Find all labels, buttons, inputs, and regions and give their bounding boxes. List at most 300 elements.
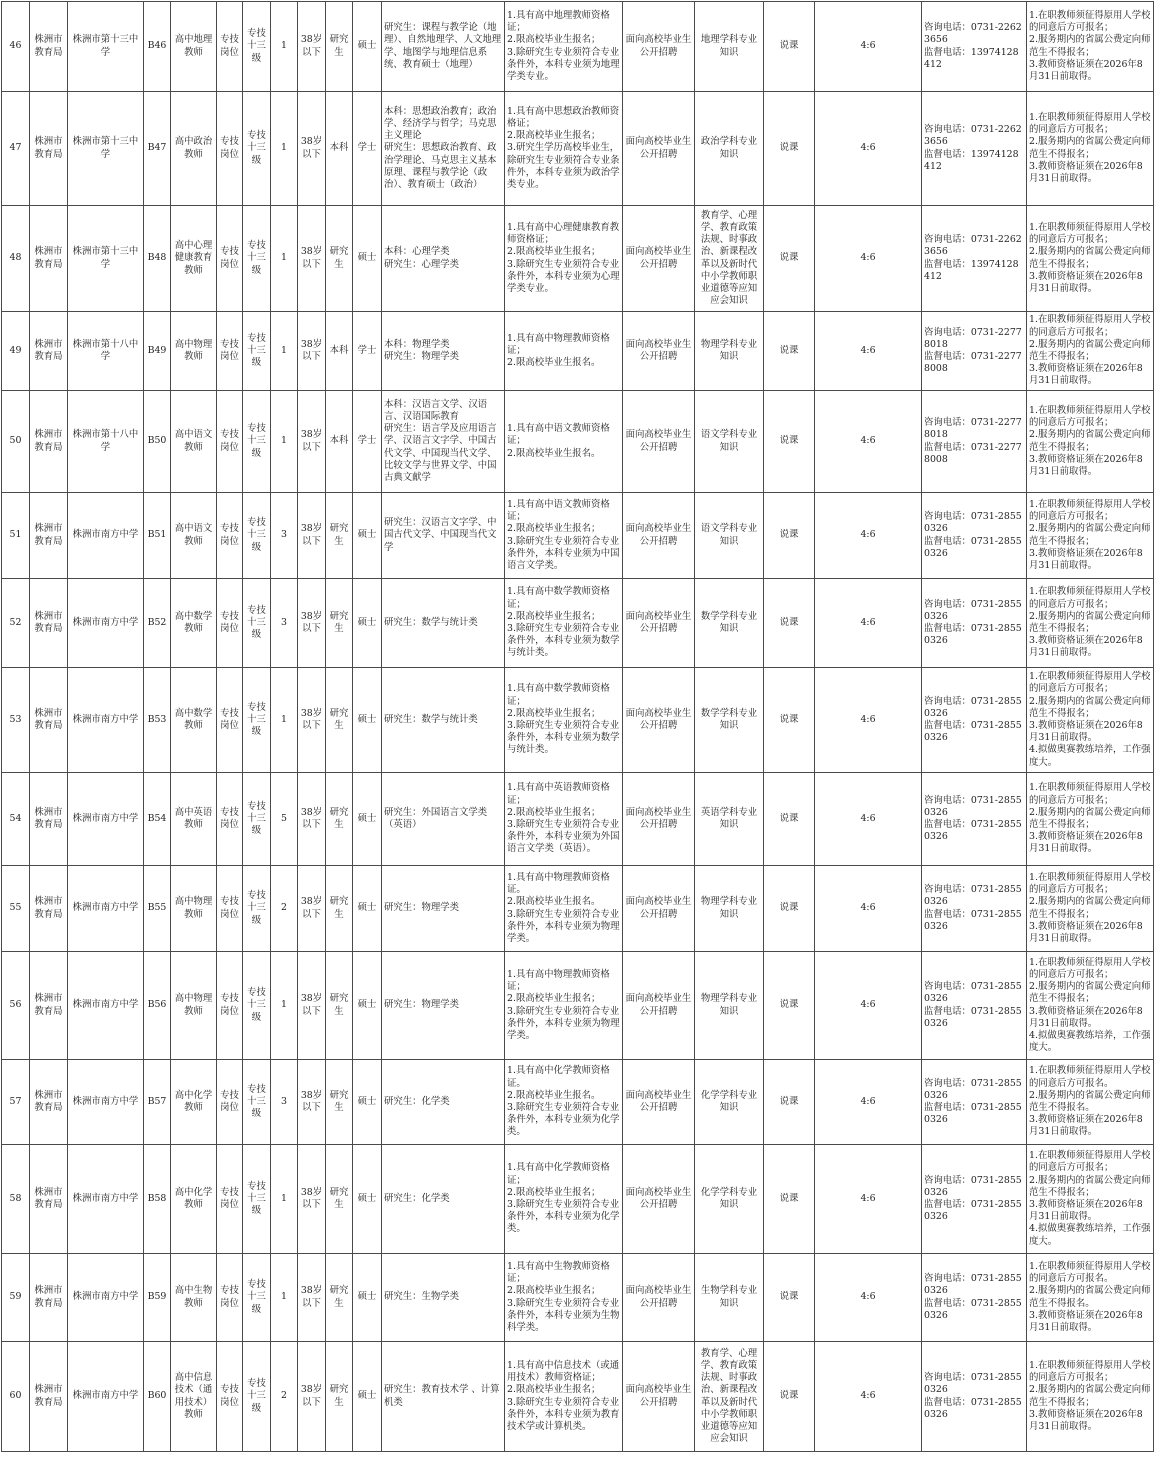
cell-level: 专技十三级	[243, 952, 271, 1060]
cell-post: 高中地理教师	[171, 2, 217, 92]
cell-contact: 咨询电话：0731-22778018 监督电话：0731-22778008	[922, 391, 1027, 493]
cell-code: B47	[144, 92, 171, 206]
cell-level: 专技十三级	[243, 391, 271, 493]
table-row	[2, 1145, 1154, 1254]
cell-dept: 株洲市教育局	[30, 1254, 68, 1342]
table-row	[2, 1342, 1154, 1452]
cell-no: 46	[2, 2, 30, 92]
cell-exam: 数学学科专业知识	[695, 579, 764, 668]
cell-education: 研究生	[326, 1060, 353, 1145]
cell-level: 专技十三级	[243, 92, 271, 206]
cell-interview: 说课	[764, 952, 815, 1060]
cell-code: B54	[144, 773, 171, 866]
table-row	[2, 952, 1154, 1060]
cell-interview: 说课	[764, 1254, 815, 1342]
cell-school: 株洲市第十三中学	[68, 206, 144, 312]
cell-school: 株洲市南方中学	[68, 579, 144, 668]
cell-ratio: 4:6	[815, 1145, 922, 1254]
cell-degree: 硕士	[353, 952, 382, 1060]
cell-level: 专技十三级	[243, 312, 271, 391]
cell-major: 研究生：化学类	[382, 1060, 505, 1145]
cell-interview: 说课	[764, 1342, 815, 1452]
cell-notes: 1.在职教师须征得原用人学校的同意后方可报名； 2.服务期内的省属公费定向师范生不得报名； 3.教师资格证须在2026年8月31日前取得。	[1027, 206, 1154, 312]
cell-count: 3	[271, 493, 298, 579]
cell-level: 专技十三级	[243, 1342, 271, 1452]
cell-category: 专技岗位	[217, 92, 243, 206]
cell-ratio: 4:6	[815, 206, 922, 312]
cell-no: 48	[2, 206, 30, 312]
cell-interview: 说课	[764, 312, 815, 391]
cell-count: 1	[271, 952, 298, 1060]
cell-age: 38岁以下	[298, 1060, 326, 1145]
cell-level: 专技十三级	[243, 866, 271, 952]
cell-count: 1	[271, 1145, 298, 1254]
cell-method: 面向高校毕业生公开招聘	[623, 668, 695, 773]
cell-post: 高中生物教师	[171, 1254, 217, 1342]
cell-education: 本科	[326, 312, 353, 391]
cell-category: 专技岗位	[217, 1145, 243, 1254]
cell-category: 专技岗位	[217, 312, 243, 391]
cell-category: 专技岗位	[217, 1342, 243, 1452]
cell-degree: 硕士	[353, 1060, 382, 1145]
cell-post: 高中化学教师	[171, 1060, 217, 1145]
cell-age: 38岁以下	[298, 866, 326, 952]
cell-count: 1	[271, 391, 298, 493]
cell-contact: 咨询电话：0731-28550326 监督电话：0731-28550326	[922, 866, 1027, 952]
cell-method: 面向高校毕业生公开招聘	[623, 1342, 695, 1452]
cell-interview: 说课	[764, 391, 815, 493]
recruitment-table	[1, 1, 1154, 1452]
table-body	[2, 2, 1154, 1452]
cell-exam: 化学学科专业知识	[695, 1145, 764, 1254]
cell-ratio: 4:6	[815, 1254, 922, 1342]
cell-code: B48	[144, 206, 171, 312]
cell-major: 研究生：数学与统计类	[382, 668, 505, 773]
cell-age: 38岁以下	[298, 206, 326, 312]
cell-dept: 株洲市教育局	[30, 2, 68, 92]
cell-education: 研究生	[326, 579, 353, 668]
cell-degree: 硕士	[353, 1342, 382, 1452]
cell-level: 专技十三级	[243, 1254, 271, 1342]
cell-interview: 说课	[764, 92, 815, 206]
cell-notes: 1.在职教师须征得原用人学校的同意后方可报名； 2.服务期内的省属公费定向师范生不得报名； 3.教师资格证须在2026年8月31日前取得。	[1027, 92, 1154, 206]
cell-level: 专技十三级	[243, 579, 271, 668]
cell-method: 面向高校毕业生公开招聘	[623, 391, 695, 493]
cell-age: 38岁以下	[298, 1254, 326, 1342]
cell-education: 本科	[326, 391, 353, 493]
cell-degree: 学士	[353, 312, 382, 391]
cell-education: 研究生	[326, 952, 353, 1060]
cell-major: 本科：思想政治教育；政治学、经济学与哲学；马克思主义理论 研究生：思想政治教育、政治学理论、马克思主义基本原理、课程与教学论（政治）、教育硕士（政治）	[382, 92, 505, 206]
cell-category: 专技岗位	[217, 493, 243, 579]
cell-degree: 硕士	[353, 579, 382, 668]
cell-conditions: 1.具有高中数学教师资格证； 2.限高校毕业生报名； 3.除研究生专业须符合专业条件外，本科专业须为数学与统计类。	[505, 579, 623, 668]
cell-method: 面向高校毕业生公开招聘	[623, 92, 695, 206]
cell-post: 高中语文教师	[171, 391, 217, 493]
cell-method: 面向高校毕业生公开招聘	[623, 493, 695, 579]
cell-contact: 咨询电话：0731-22778018 监督电话：0731-22778008	[922, 312, 1027, 391]
cell-conditions: 1.具有高中语文教师资格证； 2.限高校毕业生报名。	[505, 391, 623, 493]
cell-notes: 1.在职教师须征得原用人学校的同意后方可报名； 2.服务期内的省属公费定向师范生不得报名； 3.教师资格证须在2026年8月31日前取得。	[1027, 1342, 1154, 1452]
cell-code: B51	[144, 493, 171, 579]
cell-ratio: 4:6	[815, 866, 922, 952]
cell-exam: 数学学科专业知识	[695, 668, 764, 773]
cell-degree: 硕士	[353, 866, 382, 952]
cell-count: 1	[271, 206, 298, 312]
cell-exam: 教育学、心理学、教育政策法规、时事政治、新课程改革以及新时代中小学教师职业道德等应知应会知识	[695, 206, 764, 312]
cell-ratio: 4:6	[815, 2, 922, 92]
cell-major: 研究生：化学类	[382, 1145, 505, 1254]
cell-no: 53	[2, 668, 30, 773]
cell-degree: 硕士	[353, 206, 382, 312]
cell-degree: 硕士	[353, 1254, 382, 1342]
cell-degree: 硕士	[353, 2, 382, 92]
cell-dept: 株洲市教育局	[30, 493, 68, 579]
cell-contact: 咨询电话：0731-28550326 监督电话：0731-28550326	[922, 668, 1027, 773]
cell-post: 高中政治教师	[171, 92, 217, 206]
cell-school: 株洲市南方中学	[68, 493, 144, 579]
cell-contact: 咨询电话：0731-28550326 监督电话：0731-28550326	[922, 1254, 1027, 1342]
cell-degree: 学士	[353, 391, 382, 493]
cell-exam: 语文学科专业知识	[695, 493, 764, 579]
cell-exam: 物理学科专业知识	[695, 312, 764, 391]
cell-major: 研究生：物理学类	[382, 866, 505, 952]
cell-education: 研究生	[326, 493, 353, 579]
cell-level: 专技十三级	[243, 773, 271, 866]
cell-post: 高中物理教师	[171, 312, 217, 391]
cell-contact: 咨询电话：0731-28550326 监督电话：0731-28550326	[922, 773, 1027, 866]
cell-exam: 化学学科专业知识	[695, 1060, 764, 1145]
cell-education: 研究生	[326, 668, 353, 773]
cell-no: 47	[2, 92, 30, 206]
cell-school: 株洲市南方中学	[68, 1060, 144, 1145]
cell-no: 51	[2, 493, 30, 579]
cell-notes: 1.在职教师须征得原用人学校的同意后方可报名； 2.服务期内的省属公费定向师范生不得报名； 3.教师资格证须在2026年8月31日前取得。	[1027, 312, 1154, 391]
cell-level: 专技十三级	[243, 1145, 271, 1254]
cell-school: 株洲市第十八中学	[68, 391, 144, 493]
cell-interview: 说课	[764, 773, 815, 866]
cell-method: 面向高校毕业生公开招聘	[623, 1145, 695, 1254]
cell-ratio: 4:6	[815, 92, 922, 206]
cell-major: 研究生：课程与教学论（地理）、自然地理学、人文地理学、地图学与地理信息系统、教育硕士（地理）	[382, 2, 505, 92]
cell-interview: 说课	[764, 1145, 815, 1254]
cell-no: 50	[2, 391, 30, 493]
cell-count: 1	[271, 92, 298, 206]
cell-method: 面向高校毕业生公开招聘	[623, 1254, 695, 1342]
cell-method: 面向高校毕业生公开招聘	[623, 1060, 695, 1145]
cell-notes: 1.在职教师须征得原用人学校的同意后方可报名； 2.服务期内的省属公费定向师范生不得报名； 3.教师资格证须在2026年8月31日前取得。	[1027, 579, 1154, 668]
cell-exam: 物理学科专业知识	[695, 866, 764, 952]
cell-exam: 政治学科专业知识	[695, 92, 764, 206]
cell-dept: 株洲市教育局	[30, 952, 68, 1060]
cell-code: B53	[144, 668, 171, 773]
cell-dept: 株洲市教育局	[30, 866, 68, 952]
cell-age: 38岁以下	[298, 391, 326, 493]
cell-age: 38岁以下	[298, 2, 326, 92]
cell-post: 高中英语教师	[171, 773, 217, 866]
table-row	[2, 1254, 1154, 1342]
cell-ratio: 4:6	[815, 773, 922, 866]
cell-major: 研究生：物理学类	[382, 952, 505, 1060]
table-row	[2, 866, 1154, 952]
cell-code: B46	[144, 2, 171, 92]
cell-level: 专技十三级	[243, 493, 271, 579]
table-row	[2, 1060, 1154, 1145]
cell-count: 1	[271, 2, 298, 92]
cell-conditions: 1.具有高中物理教师资格证； 2.限高校毕业生报名； 3.除研究生专业须符合专业条件外，本科专业须为物理学类。	[505, 952, 623, 1060]
cell-education: 研究生	[326, 1254, 353, 1342]
cell-dept: 株洲市教育局	[30, 312, 68, 391]
cell-count: 1	[271, 668, 298, 773]
cell-major: 本科：汉语言文学、汉语言、汉语国际教育 研究生：语言学及应用语言学、汉语言文字学、中国古代文学、中国现当代文学、比较文学与世界文学、中国古典文献学	[382, 391, 505, 493]
cell-degree: 硕士	[353, 668, 382, 773]
cell-education: 研究生	[326, 2, 353, 92]
cell-code: B60	[144, 1342, 171, 1452]
cell-method: 面向高校毕业生公开招聘	[623, 773, 695, 866]
cell-major: 本科：心理学类 研究生：心理学类	[382, 206, 505, 312]
cell-dept: 株洲市教育局	[30, 206, 68, 312]
cell-ratio: 4:6	[815, 1342, 922, 1452]
cell-interview: 说课	[764, 206, 815, 312]
cell-dept: 株洲市教育局	[30, 668, 68, 773]
cell-count: 1	[271, 312, 298, 391]
cell-count: 2	[271, 866, 298, 952]
cell-age: 38岁以下	[298, 493, 326, 579]
cell-no: 55	[2, 866, 30, 952]
cell-school: 株洲市南方中学	[68, 773, 144, 866]
cell-contact: 咨询电话：0731-28550326 监督电话：0731-28550326	[922, 493, 1027, 579]
cell-level: 专技十三级	[243, 2, 271, 92]
cell-method: 面向高校毕业生公开招聘	[623, 866, 695, 952]
cell-notes: 1.在职教师须征得原用人学校的同意后方可报名； 2.服务期内的省属公费定向师范生不得报名； 3.教师资格证须在2026年8月31日前取得。	[1027, 493, 1154, 579]
cell-no: 60	[2, 1342, 30, 1452]
cell-code: B50	[144, 391, 171, 493]
cell-post: 高中数学教师	[171, 579, 217, 668]
cell-ratio: 4:6	[815, 391, 922, 493]
cell-post: 高中化学教师	[171, 1145, 217, 1254]
cell-no: 56	[2, 952, 30, 1060]
cell-count: 5	[271, 773, 298, 866]
cell-ratio: 4:6	[815, 579, 922, 668]
cell-level: 专技十三级	[243, 1060, 271, 1145]
cell-conditions: 1.具有高中地理教师资格证； 2.限高校毕业生报名； 3.除研究生专业须符合专业条件外，本科专业须为地理学类专业。	[505, 2, 623, 92]
cell-notes: 1.在职教师须征得原用人学校的同意后方可报名； 2.服务期内的省属公费定向师范生不得报名； 3.教师资格证须在2026年8月31日前取得。	[1027, 773, 1154, 866]
cell-category: 专技岗位	[217, 391, 243, 493]
cell-method: 面向高校毕业生公开招聘	[623, 579, 695, 668]
cell-interview: 说课	[764, 579, 815, 668]
table-row	[2, 773, 1154, 866]
cell-major: 研究生：生物学类	[382, 1254, 505, 1342]
cell-contact: 咨询电话：0731-28550326 监督电话：0731-28550326	[922, 952, 1027, 1060]
cell-dept: 株洲市教育局	[30, 391, 68, 493]
table-row	[2, 493, 1154, 579]
cell-age: 38岁以下	[298, 579, 326, 668]
cell-degree: 硕士	[353, 1145, 382, 1254]
cell-category: 专技岗位	[217, 2, 243, 92]
cell-exam: 教育学、心理学、教育政策法规、时事政治、新课程改革以及新时代中小学教师职业道德等应知应会知识	[695, 1342, 764, 1452]
cell-contact: 咨询电话：0731-28550326 监督电话：0731-28550326	[922, 1060, 1027, 1145]
cell-notes: 1.在职教师须征得原用人学校的同意后方可报名。 2.服务期内的省属公费定向师范生不得报名。 3.教师资格证须在2026年8月31日前取得。	[1027, 1060, 1154, 1145]
cell-school: 株洲市南方中学	[68, 1145, 144, 1254]
cell-age: 38岁以下	[298, 773, 326, 866]
cell-category: 专技岗位	[217, 952, 243, 1060]
cell-notes: 1.在职教师须征得原用人学校的同意后方可报名； 2.服务期内的省属公费定向师范生不得报名； 3.教师资格证须在2026年8月31日前取得。	[1027, 866, 1154, 952]
cell-ratio: 4:6	[815, 1060, 922, 1145]
cell-code: B56	[144, 952, 171, 1060]
cell-code: B59	[144, 1254, 171, 1342]
cell-no: 59	[2, 1254, 30, 1342]
cell-education: 研究生	[326, 866, 353, 952]
cell-contact: 咨询电话：0731-22623656 监督电话：13974128412	[922, 2, 1027, 92]
cell-ratio: 4:6	[815, 952, 922, 1060]
cell-notes: 1.在职教师须征得原用人学校的同意后方可报名； 2.服务期内的省属公费定向师范生不得报名； 3.教师资格证须在2026年8月31日前取得。 4.拟做奥赛教练培养，工作强度大。	[1027, 1145, 1154, 1254]
cell-age: 38岁以下	[298, 1145, 326, 1254]
cell-dept: 株洲市教育局	[30, 773, 68, 866]
cell-dept: 株洲市教育局	[30, 1145, 68, 1254]
cell-method: 面向高校毕业生公开招聘	[623, 2, 695, 92]
cell-degree: 硕士	[353, 493, 382, 579]
cell-education: 研究生	[326, 1342, 353, 1452]
cell-code: B49	[144, 312, 171, 391]
cell-no: 49	[2, 312, 30, 391]
cell-interview: 说课	[764, 493, 815, 579]
cell-dept: 株洲市教育局	[30, 1060, 68, 1145]
table-row	[2, 2, 1154, 92]
cell-notes: 1.在职教师须征得原用人学校的同意后方可报名； 2.服务期内的省属公费定向师范生不得报名； 3.教师资格证须在2026年8月31日前取得。 4.拟做奥赛教练培养，工作强度大。	[1027, 952, 1154, 1060]
cell-conditions: 1.具有高中化学教师资格证； 2.限高校毕业生报名； 3.除研究生专业须符合专业条件外，本科专业须为化学类。	[505, 1145, 623, 1254]
cell-conditions: 1.具有高中数学教师资格证； 2.限高校毕业生报名； 3.除研究生专业须符合专业条件外，本科专业须为数学与统计类。	[505, 668, 623, 773]
cell-degree: 学士	[353, 92, 382, 206]
cell-exam: 地理学科专业知识	[695, 2, 764, 92]
cell-exam: 英语学科专业知识	[695, 773, 764, 866]
table-row	[2, 92, 1154, 206]
cell-conditions: 1.具有高中物理教师资格证。 2.限高校毕业生报名。 3.除研究生专业须符合专业条件外，本科专业须为物理学类。	[505, 866, 623, 952]
cell-education: 研究生	[326, 773, 353, 866]
cell-contact: 咨询电话：0731-28550326 监督电话：0731-28550326	[922, 1342, 1027, 1452]
cell-education: 本科	[326, 92, 353, 206]
cell-conditions: 1.具有高中语文教师资格证； 2.限高校毕业生报名； 3.除研究生专业须符合专业条件外，本科专业须为中国语言文学类。	[505, 493, 623, 579]
cell-contact: 咨询电话：0731-22623656 监督电话：13974128412	[922, 92, 1027, 206]
cell-conditions: 1.具有高中信息技术（或通用技术）教师资格证； 2.限高校毕业生报名； 3.除研究生专业须符合专业条件外，本科专业须为教育技术学或计算机类。	[505, 1342, 623, 1452]
cell-code: B52	[144, 579, 171, 668]
cell-ratio: 4:6	[815, 493, 922, 579]
cell-age: 38岁以下	[298, 952, 326, 1060]
cell-notes: 1.在职教师须征得原用人学校的同意后方可报名； 2.服务期内的省属公费定向师范生不得报名； 3.教师资格证须在2026年8月31日前取得。	[1027, 391, 1154, 493]
cell-conditions: 1.具有高中英语教师资格证； 2.限高校毕业生报名； 3.除研究生专业须符合专业条件外，本科专业须为外国语言文学类（英语）。	[505, 773, 623, 866]
cell-contact: 咨询电话：0731-28550326 监督电话：0731-28550326	[922, 579, 1027, 668]
cell-contact: 咨询电话：0731-22623656 监督电话：13974128412	[922, 206, 1027, 312]
cell-level: 专技十三级	[243, 668, 271, 773]
cell-major: 研究生：汉语言文字学、中国古代文学、中国现当代文学	[382, 493, 505, 579]
cell-method: 面向高校毕业生公开招聘	[623, 312, 695, 391]
cell-major: 研究生：教育技术学 、计算机类	[382, 1342, 505, 1452]
cell-major: 研究生：外国语言文学类（英语）	[382, 773, 505, 866]
cell-code: B55	[144, 866, 171, 952]
cell-school: 株洲市南方中学	[68, 1254, 144, 1342]
cell-conditions: 1.具有高中生物教师资格证； 2.限高校毕业生报名； 3.除研究生专业须符合专业条件外，本科专业须为生物科学类。	[505, 1254, 623, 1342]
cell-dept: 株洲市教育局	[30, 579, 68, 668]
cell-interview: 说课	[764, 1060, 815, 1145]
cell-code: B57	[144, 1060, 171, 1145]
cell-post: 高中心理健康教育教师	[171, 206, 217, 312]
cell-school: 株洲市南方中学	[68, 866, 144, 952]
cell-interview: 说课	[764, 2, 815, 92]
cell-dept: 株洲市教育局	[30, 1342, 68, 1452]
cell-degree: 硕士	[353, 773, 382, 866]
cell-count: 1	[271, 1254, 298, 1342]
cell-school: 株洲市南方中学	[68, 952, 144, 1060]
cell-exam: 语文学科专业知识	[695, 391, 764, 493]
cell-exam: 物理学科专业知识	[695, 952, 764, 1060]
cell-no: 54	[2, 773, 30, 866]
cell-conditions: 1.具有高中物理教师资格证； 2.限高校毕业生报名。	[505, 312, 623, 391]
cell-interview: 说课	[764, 668, 815, 773]
cell-conditions: 1.具有高中化学教师资格证。 2.限高校毕业生报名。 3.除研究生专业须符合专业条件外，本科专业须为化学类。	[505, 1060, 623, 1145]
cell-level: 专技十三级	[243, 206, 271, 312]
cell-major: 研究生：数学与统计类	[382, 579, 505, 668]
cell-category: 专技岗位	[217, 1254, 243, 1342]
cell-category: 专技岗位	[217, 1060, 243, 1145]
cell-major: 本科：物理学类 研究生：物理学类	[382, 312, 505, 391]
cell-school: 株洲市南方中学	[68, 668, 144, 773]
cell-no: 57	[2, 1060, 30, 1145]
cell-post: 高中物理教师	[171, 952, 217, 1060]
cell-count: 3	[271, 579, 298, 668]
cell-dept: 株洲市教育局	[30, 92, 68, 206]
cell-count: 2	[271, 1342, 298, 1452]
cell-education: 研究生	[326, 206, 353, 312]
cell-post: 高中物理教师	[171, 866, 217, 952]
table-row	[2, 312, 1154, 391]
cell-post: 高中数学教师	[171, 668, 217, 773]
cell-notes: 1.在职教师须征得原用人学校的同意后方可报名。 2.服务期内的省属公费定向师范生不得报名。 3.教师资格证须在2026年8月31日前取得。	[1027, 1254, 1154, 1342]
cell-post: 高中语文教师	[171, 493, 217, 579]
cell-school: 株洲市第十三中学	[68, 2, 144, 92]
cell-ratio: 4:6	[815, 668, 922, 773]
cell-method: 面向高校毕业生公开招聘	[623, 952, 695, 1060]
cell-interview: 说课	[764, 866, 815, 952]
table-row	[2, 668, 1154, 773]
cell-age: 38岁以下	[298, 668, 326, 773]
cell-category: 专技岗位	[217, 579, 243, 668]
cell-school: 株洲市第十八中学	[68, 312, 144, 391]
cell-exam: 生物学科专业知识	[695, 1254, 764, 1342]
cell-post: 高中信息技术（通用技术）教师	[171, 1342, 217, 1452]
cell-category: 专技岗位	[217, 773, 243, 866]
cell-school: 株洲市第十三中学	[68, 92, 144, 206]
cell-no: 58	[2, 1145, 30, 1254]
cell-age: 38岁以下	[298, 312, 326, 391]
cell-no: 52	[2, 579, 30, 668]
cell-method: 面向高校毕业生公开招聘	[623, 206, 695, 312]
cell-code: B58	[144, 1145, 171, 1254]
cell-count: 3	[271, 1060, 298, 1145]
cell-conditions: 1.具有高中思想政治教师资格证； 2.限高校毕业生报名； 3.研究生学历高校毕业生，除研究生专业须符合专业条件外，本科专业须为政治学类专业。	[505, 92, 623, 206]
cell-ratio: 4:6	[815, 312, 922, 391]
cell-school: 株洲市南方中学	[68, 1342, 144, 1452]
cell-contact: 咨询电话：0731-28550326 监督电话：0731-28550326	[922, 1145, 1027, 1254]
cell-age: 38岁以下	[298, 92, 326, 206]
table-row	[2, 391, 1154, 493]
cell-category: 专技岗位	[217, 866, 243, 952]
cell-category: 专技岗位	[217, 668, 243, 773]
cell-notes: 1.在职教师须征得原用人学校的同意后方可报名； 2.服务期内的省属公费定向师范生不得报名； 3.教师资格证须在2026年8月31日前取得。 4.拟做奥赛教练培养，工作强度大。	[1027, 668, 1154, 773]
cell-conditions: 1.具有高中心理健康教育教师资格证； 2.限高校毕业生报名； 3.除研究生专业须符合专业条件外，本科专业须为心理学类专业。	[505, 206, 623, 312]
cell-notes: 1.在职教师须征得原用人学校的同意后方可报名； 2.服务期内的省属公费定向师范生不得报名； 3.教师资格证须在2026年8月31日前取得。	[1027, 2, 1154, 92]
cell-age: 38岁以下	[298, 1342, 326, 1452]
cell-category: 专技岗位	[217, 206, 243, 312]
table-row	[2, 206, 1154, 312]
